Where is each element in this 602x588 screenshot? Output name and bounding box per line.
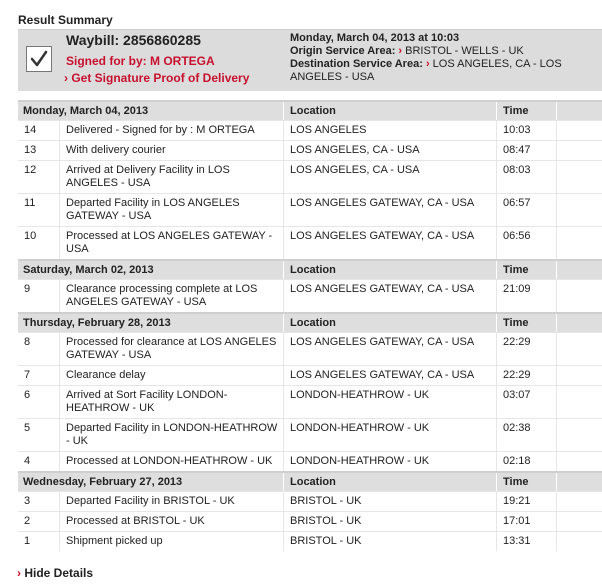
checkpoint-number: 5 (18, 419, 60, 451)
spacer-column (557, 102, 602, 120)
spacer-column (557, 473, 602, 491)
checkpoint-location: LONDON-HEATHROW - UK (284, 386, 497, 418)
tracking-history-table (18, 100, 602, 551)
checkpoint-description: Clearance processing complete at LOS ANGELES GATEWAY - USA (60, 280, 284, 312)
group-date: Saturday, March 02, 2013 (18, 261, 284, 279)
location-column-header: Location (284, 102, 497, 120)
checkpoint-time: 10:03 (497, 121, 557, 140)
checkpoint-description: With delivery courier (60, 141, 284, 160)
spacer-cell (557, 121, 602, 140)
checkpoint-row (18, 491, 602, 511)
checkpoint-location: LONDON-HEATHROW - UK (284, 419, 497, 451)
spacer-cell (557, 333, 602, 365)
result-summary-panel (18, 29, 602, 91)
date-group-header (18, 312, 602, 332)
checkpoint-row (18, 160, 602, 193)
checkpoint-time: 08:03 (497, 161, 557, 193)
waybill-number: Waybill: 2856860285 (66, 32, 201, 48)
chevron-right-icon: › (398, 45, 403, 57)
chevron-right-icon: › (425, 58, 430, 70)
checkpoint-row (18, 332, 602, 365)
destination-value: LOS ANGELES, CA - LOS ANGELES - USA (290, 58, 562, 83)
checkpoint-time: 17:01 (497, 512, 557, 531)
origin-label: Origin Service Area: (290, 45, 396, 57)
date-group-header (18, 471, 602, 491)
shipment-meta (290, 32, 590, 84)
checkpoint-row (18, 193, 602, 226)
checkpoint-location: LOS ANGELES, CA - USA (284, 161, 497, 193)
spacer-cell (557, 194, 602, 226)
checkpoint-description: Clearance delay (60, 366, 284, 385)
checkpoint-time: 19:21 (497, 492, 557, 511)
spacer-cell (557, 141, 602, 160)
checkpoint-row (18, 418, 602, 451)
checkpoint-location: LOS ANGELES, CA - USA (284, 141, 497, 160)
checkpoint-row (18, 385, 602, 418)
checkpoint-row (18, 120, 602, 140)
checkpoint-description: Arrived at Sort Facility LONDON-HEATHROW - UK (60, 386, 284, 418)
checkpoint-row (18, 279, 602, 312)
checkpoint-time: 13:31 (497, 532, 557, 551)
signed-for: Signed for by: M ORTEGA (66, 54, 215, 68)
time-column-header: Time (497, 261, 557, 279)
checkpoint-time: 08:47 (497, 141, 557, 160)
hide-details-link[interactable] (17, 566, 93, 580)
checkpoint-number: 7 (18, 366, 60, 385)
location-column-header: Location (284, 473, 497, 491)
checkpoint-location: LONDON-HEATHROW - UK (284, 452, 497, 471)
checkpoint-number: 2 (18, 512, 60, 531)
checkpoint-row (18, 531, 602, 551)
spacer-cell (557, 452, 602, 471)
hide-details-label: Hide Details (24, 566, 94, 580)
checkpoint-description: Shipment picked up (60, 532, 284, 551)
checkpoint-number: 4 (18, 452, 60, 471)
checkpoint-location: LOS ANGELES GATEWAY, CA - USA (284, 366, 497, 385)
checkpoint-time: 06:57 (497, 194, 557, 226)
checkpoint-number: 14 (18, 121, 60, 140)
spacer-cell (557, 386, 602, 418)
spacer-column (557, 261, 602, 279)
checkpoint-row (18, 451, 602, 471)
checkpoint-location: LOS ANGELES GATEWAY, CA - USA (284, 194, 497, 226)
checkpoint-row (18, 226, 602, 259)
checkpoint-time: 22:29 (497, 366, 557, 385)
checkpoint-description: Processed at LOS ANGELES GATEWAY - USA (60, 227, 284, 259)
checkpoint-location: LOS ANGELES GATEWAY, CA - USA (284, 280, 497, 312)
spacer-cell (557, 492, 602, 511)
checkpoint-description: Arrived at Delivery Facility in LOS ANGELES - USA (60, 161, 284, 193)
signature-proof-label: Get Signature Proof of Delivery (71, 71, 250, 85)
checkpoint-time: 02:18 (497, 452, 557, 471)
checkpoint-location: BRISTOL - UK (284, 492, 497, 511)
spacer-cell (557, 419, 602, 451)
checkpoint-time: 02:38 (497, 419, 557, 451)
spacer-cell (557, 366, 602, 385)
group-date: Wednesday, February 27, 2013 (18, 473, 284, 491)
checkpoint-number: 12 (18, 161, 60, 193)
date-group-header (18, 259, 602, 279)
checkpoint-number: 1 (18, 532, 60, 551)
checkpoint-location: BRISTOL - UK (284, 532, 497, 551)
checkpoint-location: LOS ANGELES GATEWAY, CA - USA (284, 227, 497, 259)
origin-value: BRISTOL - WELLS - UK (405, 45, 524, 57)
spacer-cell (557, 280, 602, 312)
spacer-cell (557, 161, 602, 193)
chevron-right-icon: › (64, 71, 68, 85)
spacer-cell (557, 227, 602, 259)
checkpoint-description: Processed at LONDON-HEATHROW - UK (60, 452, 284, 471)
origin-service-area (290, 45, 590, 58)
spacer-cell (557, 512, 602, 531)
checkpoint-number: 11 (18, 194, 60, 226)
checkpoint-row (18, 511, 602, 531)
checkpoint-location: LOS ANGELES GATEWAY, CA - USA (284, 333, 497, 365)
destination-service-area (290, 58, 590, 84)
checkpoint-number: 6 (18, 386, 60, 418)
checkpoint-description: Departed Facility in LONDON-HEATHROW - UK (60, 419, 284, 451)
location-column-header: Location (284, 314, 497, 332)
checkpoint-row (18, 365, 602, 385)
checkpoint-number: 13 (18, 141, 60, 160)
checkpoint-location: LOS ANGELES (284, 121, 497, 140)
delivery-date: Monday, March 04, 2013 at 10:03 (290, 32, 460, 44)
checkpoint-location: BRISTOL - UK (284, 512, 497, 531)
spacer-column (557, 314, 602, 332)
checkpoint-description: Processed at BRISTOL - UK (60, 512, 284, 531)
checkpoint-description: Delivered - Signed for by : M ORTEGA (60, 121, 284, 140)
checkpoint-time: 21:09 (497, 280, 557, 312)
checkpoint-description: Processed for clearance at LOS ANGELES GATEWAY - USA (60, 333, 284, 365)
group-date: Thursday, February 28, 2013 (18, 314, 284, 332)
checkpoint-number: 8 (18, 333, 60, 365)
delivered-checkmark-icon (26, 46, 52, 72)
time-column-header: Time (497, 473, 557, 491)
checkpoint-description: Departed Facility in BRISTOL - UK (60, 492, 284, 511)
checkpoint-row (18, 140, 602, 160)
checkpoint-time: 22:29 (497, 333, 557, 365)
time-column-header: Time (497, 102, 557, 120)
checkpoint-description: Departed Facility in LOS ANGELES GATEWAY - USA (60, 194, 284, 226)
spacer-cell (557, 532, 602, 551)
destination-label: Destination Service Area: (290, 58, 423, 70)
checkpoint-number: 9 (18, 280, 60, 312)
signature-proof-link[interactable] (64, 71, 249, 85)
checkpoint-number: 3 (18, 492, 60, 511)
group-date: Monday, March 04, 2013 (18, 102, 284, 120)
checkpoint-time: 03:07 (497, 386, 557, 418)
location-column-header: Location (284, 261, 497, 279)
checkpoint-number: 10 (18, 227, 60, 259)
date-group-header (18, 100, 602, 120)
time-column-header: Time (497, 314, 557, 332)
chevron-right-icon: › (17, 566, 21, 580)
section-title: Result Summary (18, 13, 113, 27)
checkpoint-time: 06:56 (497, 227, 557, 259)
